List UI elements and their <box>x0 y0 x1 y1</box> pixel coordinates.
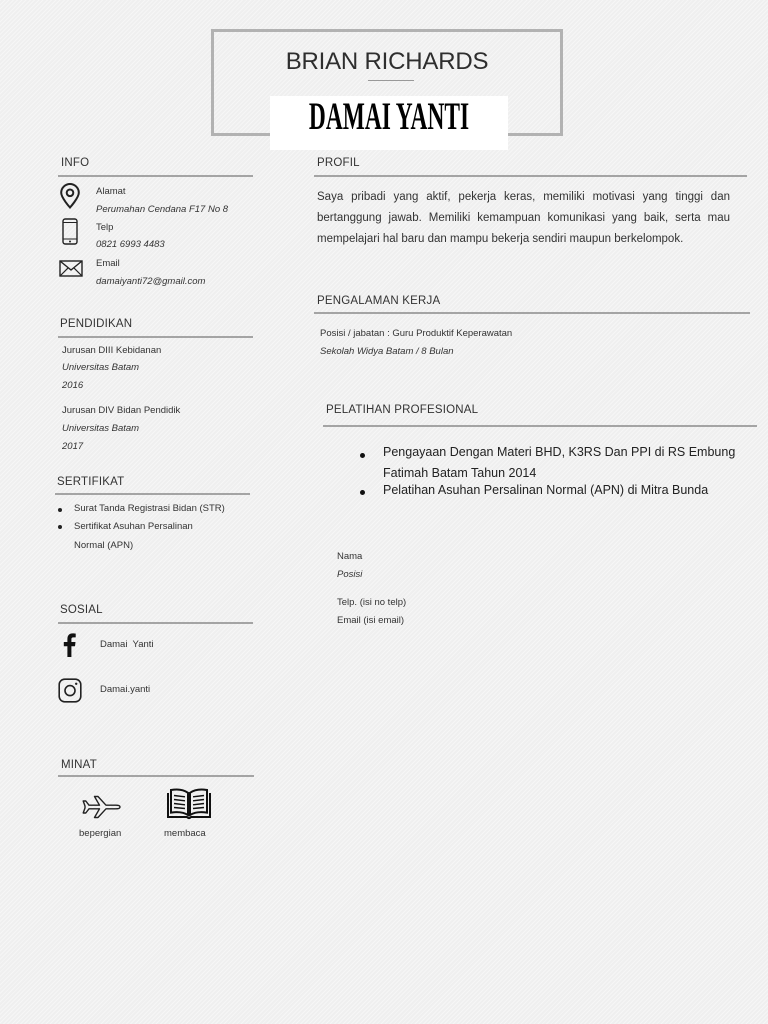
location-pin-icon <box>59 183 81 209</box>
social-rule <box>58 622 253 624</box>
education-institution: Universitas Batam <box>62 423 140 434</box>
education-program: Jurusan DIII Kebidanan <box>62 345 162 356</box>
certificate-item: Surat Tanda Registrasi Bidan (STR) <box>74 503 225 514</box>
certificates-rule <box>55 493 250 495</box>
certificate-item: Sertifikat Asuhan Persalinan <box>74 521 193 532</box>
airplane-icon <box>79 794 123 820</box>
interests-heading: MINAT <box>61 759 97 771</box>
training-item-continuation: Fatimah Batam Tahun 2014 <box>383 466 537 480</box>
phone-label: Telp <box>96 222 114 233</box>
reference-email: Email (isi email) <box>337 615 405 626</box>
profile-text-line: mempelajari hal baru dan mampu bekerja sendiri maupun berkelompok. <box>317 233 684 245</box>
instagram-handle: Damai.yanti <box>100 684 151 695</box>
address-value: Perumahan Cendana F17 No 8 <box>96 204 229 215</box>
education-rule <box>58 336 253 338</box>
profile-rule <box>314 175 747 177</box>
instagram-icon <box>58 678 82 703</box>
bullet-icon <box>58 525 62 529</box>
reference-name: Nama <box>337 551 363 562</box>
education-program: Jurusan DIV Bidan Pendidik <box>62 405 181 416</box>
reference-phone: Telp. (isi no telp) <box>337 597 407 608</box>
main-name: DAMAI YANTI <box>308 95 470 138</box>
experience-place: Sekolah Widya Batam / 8 Bulan <box>320 346 454 357</box>
training-rule <box>323 425 757 427</box>
education-heading: PENDIDIKAN <box>60 318 133 330</box>
training-item: Pelatihan Asuhan Persalinan Normal (APN) di Mitra Bunda <box>383 483 709 497</box>
experience-position: Posisi / jabatan : Guru Produktif Keperawatan <box>320 328 513 339</box>
interest-label: bepergian <box>79 828 122 839</box>
social-heading: SOSIAL <box>60 604 103 616</box>
email-value: damaiyanti72@gmail.com <box>96 276 206 287</box>
header-top-name: BRIAN RICHARDS <box>285 48 489 75</box>
education-year: 2017 <box>62 441 84 452</box>
header-divider <box>368 80 414 81</box>
profile-text-line: Saya pribadi yang aktif, pekerja keras, memiliki motivasi yang tinggi dan <box>317 191 730 203</box>
facebook-icon <box>63 633 76 657</box>
info-rule <box>58 175 253 177</box>
address-label: Alamat <box>96 186 126 197</box>
training-item: Pengayaan Dengan Materi BHD, K3RS Dan PPI di RS Embung <box>383 445 736 459</box>
info-heading: INFO <box>61 157 90 169</box>
bullet-icon <box>360 490 365 495</box>
interest-label: membaca <box>164 828 206 839</box>
phone-icon <box>62 218 78 245</box>
education-year: 2016 <box>62 380 84 391</box>
open-book-icon <box>166 786 212 820</box>
experience-rule <box>314 312 750 314</box>
phone-value: 0821 6993 4483 <box>96 239 165 250</box>
certificates-heading: SERTIFIKAT <box>57 476 125 488</box>
interests-rule <box>58 775 254 777</box>
facebook-handle: Damai Yanti <box>100 639 154 650</box>
experience-heading: PENGALAMAN KERJA <box>317 295 441 307</box>
bullet-icon <box>58 508 62 512</box>
profile-heading: PROFIL <box>317 157 360 169</box>
bullet-icon <box>360 453 365 458</box>
certificate-item-continuation: Normal (APN) <box>74 540 134 551</box>
training-heading: PELATIHAN PROFESIONAL <box>326 404 479 416</box>
profile-text-line: bertanggung jawab. Memiliki kemampuan komunikasi yang baik, serta mau <box>317 212 730 224</box>
reference-position: Posisi <box>337 569 363 580</box>
email-label: Email <box>96 258 120 269</box>
education-institution: Universitas Batam <box>62 362 140 373</box>
envelope-icon <box>59 260 83 277</box>
